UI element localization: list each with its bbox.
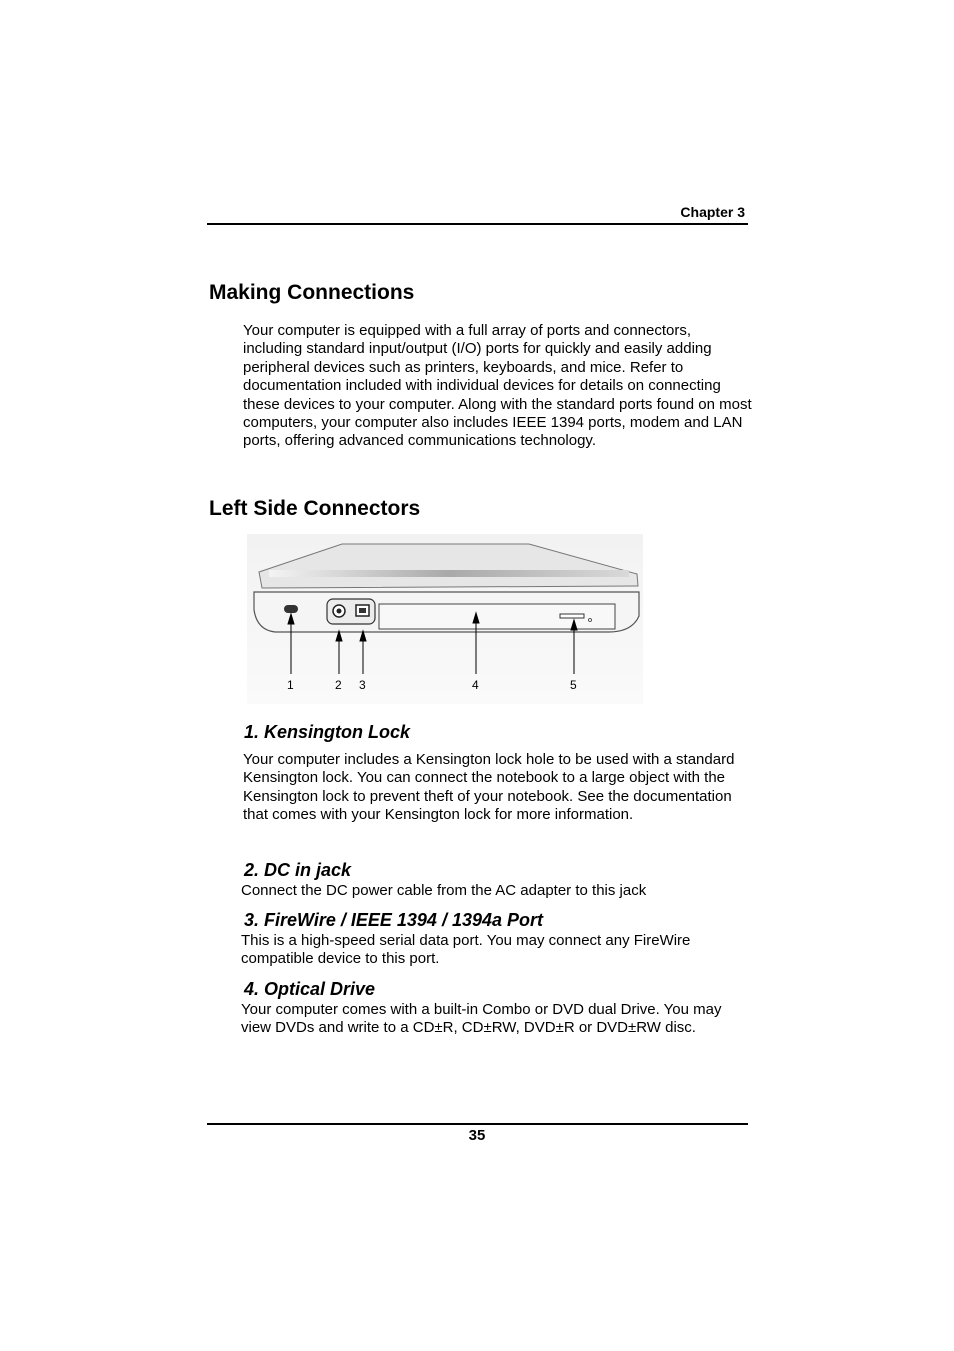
callout-number-5: 5	[570, 678, 577, 692]
left-side-connectors-figure	[247, 534, 643, 704]
kensington-lock-slot	[284, 605, 298, 613]
making-connections-body: Your computer is equipped with a full array of ports and connectors, including standard input/output (I/O) ports for quickly and easily adding peripheral devices such as printers, keyboards, and mice. Refer to documentation included with individual devices for details on connecting these devices to your computer. Along with the standard ports found on most computers, your computer also includes IEEE 1394 ports, modem and LAN ports, offering advanced communications technology.	[243, 322, 752, 450]
firewire-port-inner	[359, 608, 366, 613]
item-body-firewire-port: This is a high-speed serial data port. You may connect any FireWire compatible device to this port.	[241, 932, 691, 968]
item-body-dc-in-jack: Connect the DC power cable from the AC adapter to this jack	[241, 882, 647, 899]
chapter-label: Chapter 3	[680, 204, 745, 220]
section-title-making-connections: Making Connections	[209, 281, 415, 304]
dc-in-jack-pin	[337, 609, 342, 614]
callout-number-3: 3	[359, 678, 366, 692]
callout-number-2: 2	[335, 678, 342, 692]
lid-edge-highlight	[269, 570, 629, 577]
section-title-left-side-connectors: Left Side Connectors	[209, 497, 421, 520]
optical-drive-eject-button	[560, 614, 584, 618]
header-rule	[207, 223, 748, 225]
item-title-kensington-lock: 1. Kensington Lock	[244, 722, 411, 742]
page-number: 35	[468, 1127, 486, 1144]
footer-rule	[207, 1123, 748, 1125]
item-title-firewire-port: 3. FireWire / IEEE 1394 / 1394a Port	[244, 910, 543, 930]
callout-number-4: 4	[472, 678, 479, 692]
item-body-kensington-lock: Your computer includes a Kensington lock hole to be used with a standard Kensington lock. You can connect the notebook to a large object with the Kensington lock to prevent theft of your notebook. See the documentation that comes with your Kensington lock for more information.	[243, 751, 735, 824]
item-title-optical-drive: 4. Optical Drive	[244, 979, 376, 999]
callout-number-1: 1	[287, 678, 294, 692]
item-body-optical-drive: Your computer comes with a built-in Combo or DVD dual Drive. You may view DVDs and write to a CD±R, CD±RW, DVD±R or DVD±RW disc.	[241, 1001, 722, 1037]
item-title-dc-in-jack: 2. DC in jack	[244, 860, 352, 880]
